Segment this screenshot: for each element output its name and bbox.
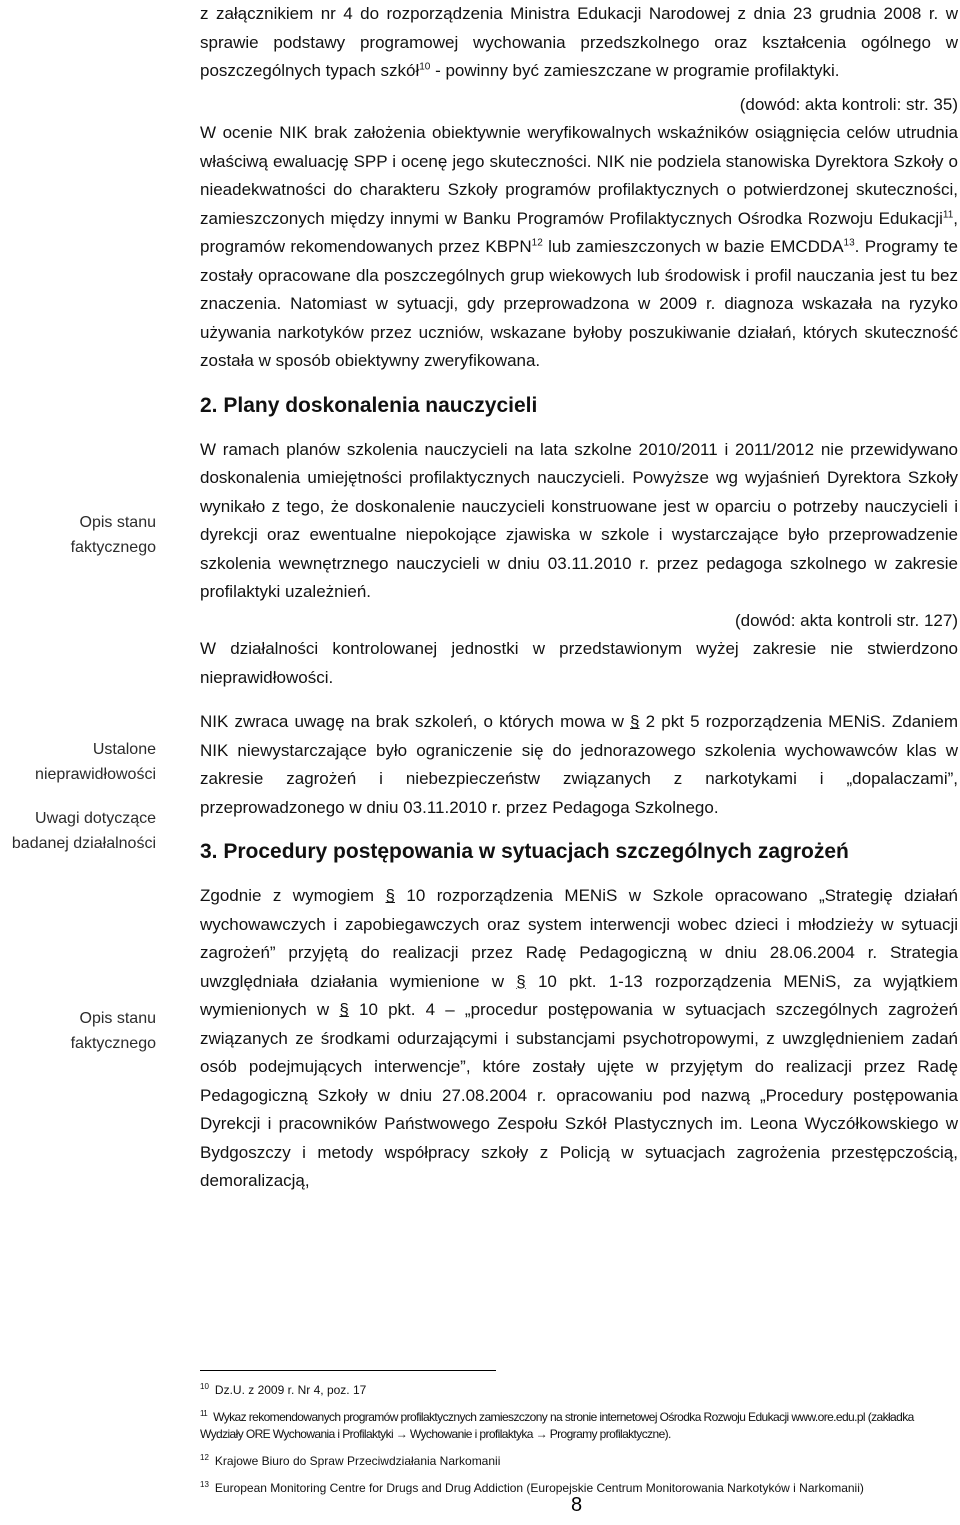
footnote-text: Dz.U. z 2009 r. Nr 4, poz. 17 <box>214 1383 367 1397</box>
text-run: NIK zwraca uwagę na brak szkoleń, o których mowa w <box>200 712 631 731</box>
text-run: 10 pkt. 4 – „procedur postępowania w sytuacjach szczególnych zagrożeń związanych ze środkami odurzającymi i substancjami psychotropowymi, z uwzględnieniem zadań osób podejmujących interwencje”, które zostały ujęte w przyjętym do realizacji przez Radę Pedagogiczną Szkoły w dniu 27.08.2004 r. opracowaniu pod nazwą „Procedury postępowania Dyrekcji i pracowników Państwowego Zespołu Szkół Plastycznych im. Leona Wyczółkowskiego w Bydgoszczy i metody współpracy szkoły z Policją w sytuacjach zagrożenia przestępczością, demoralizacją, <box>200 1000 958 1190</box>
footnote-11 <box>200 1409 958 1443</box>
footnotes <box>200 1382 958 1507</box>
section-sign: § <box>385 886 395 905</box>
main-content <box>200 0 958 1196</box>
margin-note-uwagi: Uwagi dotyczące badanej działalności <box>11 810 156 852</box>
evidence-note-1: (dowód: akta kontroli: str. 35) <box>739 94 958 114</box>
footnote-number: 12 <box>200 1453 209 1462</box>
text-run: 2 pkt 5 rozporządzenia MENiS. Zdaniem NIK niewystarczające było ograniczenie się do jednorazowego szkolenia wychowawców klas w zakresie zagrożeń i niebezpieczeństw związanych z narkotykami i „dopalaczami”, przeprowadzonego w dniu 03.11.2010 r. przez Pedagoga Szkolnego. <box>200 712 958 817</box>
text-run: lub zamieszczonych w bazie EMCDDA <box>542 237 844 256</box>
footnote-10 <box>200 1382 958 1399</box>
paragraph-podstawa-programowa <box>200 0 958 86</box>
paragraph-brak-nieprawidlowosci: W działalności kontrolowanej jednostki w przedstawionym wyżej zakresie nie stwierdzono nieprawidłowości. <box>200 639 958 687</box>
footnote-number: 11 <box>200 1409 208 1418</box>
footnote-ref-12: 12 <box>531 237 543 249</box>
text-run: Zgodnie z wymogiem <box>200 886 386 905</box>
section-heading-procedury: 3. Procedury postępowania w sytuacjach szczególnych zagrożeń <box>200 840 849 863</box>
footnote-text: Wykaz rekomendowanych programów profilaktycznych zamieszczony na stronie internetowej Ośrodka Rozwoju Edukacji www.ore.edu.pl (zakładka Wydziały ORE Wychowania i Profilaktyki → Wychowanie i profilaktyka → Programy profilaktyczne). <box>200 1410 914 1441</box>
text-run: 10 pkt. 1-13 rozporządzenia MENiS, za wyjątkiem wymienionych w <box>200 971 959 1019</box>
paragraph-uwagi-nik <box>200 708 958 822</box>
margin-note-nieprawidlowosci: Ustalone nieprawidłowości <box>35 741 156 783</box>
footnote-ref-13: 13 <box>843 237 855 249</box>
text-run: 10 rozporządzenia MENiS w Szkole opracowano „Strategię działań wychowawczych i zapobiegawczych oraz system interwencji wobec dzieci i młodzieży w sytuacji zagrożeń” przyjętą do realizacji przez Radę Pedagogiczną w dniu 28.06.2004 r. Strategia uwzględniała działania wymienione w <box>200 886 959 991</box>
footnote-text: Krajowe Biuro do Spraw Przeciwdziałania Narkomanii <box>214 1454 501 1468</box>
footnote-12 <box>200 1453 958 1470</box>
section-heading-plany: 2. Plany doskonalenia nauczycieli <box>200 393 538 417</box>
paragraph-strategia <box>200 882 958 1196</box>
text-run: W ocenie NIK brak założenia obiektywnie weryfikowalnych wskaźników osiągnięcia celów utrudnia właściwą ewaluację SPP i ocenę jego skuteczności. NIK nie podziela stanowiska Dyrektora Szkoły o nieadekwatności do charakteru Szkoły programów profilaktycznych o potwierdzonej skuteczności, zamieszczonych między innymi w Banku Programów Profilaktycznych Ośrodka Rozwoju Edukacji <box>200 123 958 228</box>
text-run: . Programy te zostały opracowane dla poszczególnych grup wiekowych lub środowisk i profil nauczania jest tu bez znaczenia. Natomiast w sytuacji, gdy przeprowadzona w 2009 r. diagnoza wskazała na ryzyko używania narkotyków przez uczniów, wskazane byłoby poszukiwanie działań, których skuteczność została w sposób obiektywny zweryfikowana. <box>200 237 958 370</box>
evidence-note-2: (dowód: akta kontroli str. 127) <box>734 610 958 630</box>
text-run: , programów rekomendowanych przez KBPN <box>200 208 958 256</box>
section-sign: § <box>516 971 526 991</box>
margin-note-stan-faktyczny-2: Opis stanu faktycznego <box>70 1010 156 1052</box>
text-run: - powinny być zamieszczane w programie profilaktyki. <box>430 61 840 80</box>
footnote-text: European Monitoring Centre for Drugs and Drug Addiction (Europejskie Centrum Monitorowania Narkotyków i Narkomanii) <box>214 1481 864 1495</box>
text-run: z załącznikiem nr 4 do rozporządzenia Ministra Edukacji Narodowej z dnia 23 grudnia 2008 r. w sprawie podstawy programowej wychowania przedszkolnego oraz kształcenia ogólnego w poszczególnych typach szkół <box>200 4 958 80</box>
paragraph-ocena-nik <box>200 119 958 376</box>
footnote-ref-11: 11 <box>942 208 954 220</box>
footnote-number: 10 <box>200 1382 209 1391</box>
footnote-number: 13 <box>200 1480 209 1489</box>
margin-note-stan-faktyczny-1: Opis stanu faktycznego <box>70 514 156 556</box>
footnote-separator <box>200 1370 496 1371</box>
footnote-ref-10: 10 <box>419 61 431 73</box>
section-sign: § <box>339 1000 349 1019</box>
page-number: 8 <box>571 1494 583 1516</box>
paragraph-plany-szkolenia: W ramach planów szkolenia nauczycieli na lata szkolne 2010/2011 i 2011/2012 nie przewidywano doskonalenia umiejętności profilaktycznych nauczycieli. Powyższe wg wyjaśnień Dyrektora Szkoły wynikało z tego, że doskonalenie nauczycieli konstruowane jest w oparciu o potrzeby nauczycieli i dyrekcji oraz ewentualne niepokojące zjawiska w szkole i wystarczające było przeprowadzenie szkolenia wewnętrznego nauczycieli w dniu 03.11.2010 r. przez pedagoga szkolnego w zakresie profilaktyki uzależnień. <box>200 439 958 601</box>
section-sign: § <box>630 712 640 731</box>
